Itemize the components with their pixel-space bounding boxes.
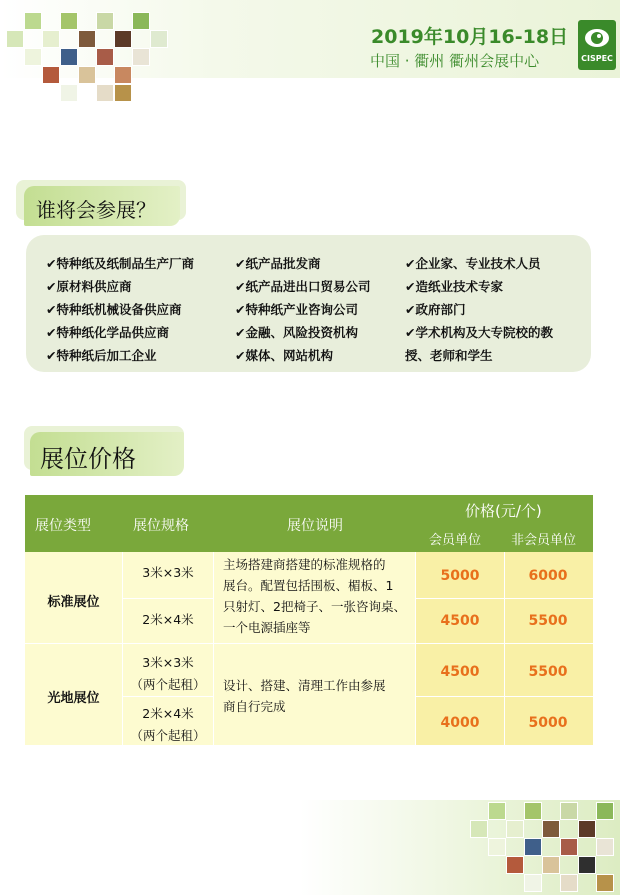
- booth-spec: 2米×4米: [142, 706, 194, 721]
- grid-line: [123, 598, 213, 599]
- grid-line: [416, 598, 593, 599]
- description-line: 主场搭建商搭建的标准规格的: [223, 557, 386, 572]
- grid-line: [25, 643, 593, 644]
- participant-item: ✔金融、风险投资机构: [235, 325, 358, 340]
- description-line: 只射灯、2把椅子、一张咨询桌、: [223, 599, 406, 614]
- member-price: 4500: [440, 613, 480, 629]
- participant-item: 授、老师和学生: [405, 348, 493, 363]
- header-price: 价格(元/个): [465, 502, 542, 520]
- participant-item: ✔纸产品批发商: [235, 256, 321, 271]
- booth-spec: 3米×3米: [142, 655, 194, 670]
- header-nonmember: 非会员单位: [511, 533, 577, 548]
- booth-spec: 3米×3米: [142, 565, 194, 580]
- booth-type: 光地展位: [47, 691, 100, 706]
- header-desc: 展位说明: [287, 518, 343, 534]
- participant-item: ✔原材料供应商: [46, 279, 132, 294]
- logo-text: CISPEC: [581, 54, 613, 63]
- participant-item: ✔造纸业技术专家: [405, 279, 503, 294]
- participant-item: ✔特种纸及纸制品生产厂商: [46, 256, 194, 271]
- eye-logo-icon: [583, 25, 611, 51]
- booth-spec-note: （两个起租）: [130, 677, 206, 692]
- header-spec: 展位规格: [133, 518, 189, 534]
- price-table: [25, 495, 593, 745]
- booth-description: [223, 675, 413, 717]
- participant-item: ✔学术机构及大专院校的教: [405, 325, 553, 340]
- grid-line: [123, 696, 213, 697]
- description-line: 一个电源插座等: [223, 620, 311, 635]
- nonmember-price: 5000: [528, 715, 568, 731]
- photo-collage-bottom: [460, 790, 620, 895]
- participant-item: ✔特种纸化学品供应商: [46, 325, 169, 340]
- participant-item: ✔媒体、网站机构: [235, 348, 333, 363]
- event-place: 中国 · 衢州 衢州会展中心: [370, 52, 540, 70]
- event-date: 2019年10月16-18日: [371, 26, 569, 48]
- participant-item: ✔特种纸产业咨询公司: [235, 302, 358, 317]
- grid-line: [213, 552, 214, 745]
- grid-line: [504, 552, 505, 745]
- booth-type: 标准展位: [47, 595, 100, 610]
- grid-line: [416, 696, 593, 697]
- description-line: 商自行完成: [223, 699, 286, 714]
- description-line: 设计、搭建、清理工作由参展: [223, 678, 386, 693]
- who-heading: 谁将会参展？: [36, 198, 156, 222]
- participant-item: ✔纸产品进出口贸易公司: [235, 279, 371, 294]
- booth-spec-note: （两个起租）: [130, 728, 206, 743]
- nonmember-price: 6000: [528, 568, 568, 584]
- header-type: 展位类型: [35, 518, 91, 534]
- description-line: 展台。配置包括围板、楣板、1: [223, 578, 394, 593]
- nonmember-price: 5500: [528, 664, 568, 680]
- booth-spec: 2米×4米: [142, 612, 194, 627]
- photo-collage-top: [0, 0, 170, 110]
- nonmember-price: 5500: [528, 613, 568, 629]
- booth-description: [223, 554, 413, 638]
- member-price: 4000: [440, 715, 480, 731]
- member-price: 5000: [440, 568, 480, 584]
- booth-heading: 展位价格: [40, 445, 136, 473]
- header-member: 会员单位: [429, 533, 482, 548]
- participant-item: ✔特种纸机械设备供应商: [46, 302, 182, 317]
- cispec-logo: [578, 20, 616, 70]
- participant-item: ✔企业家、专业技术人员: [405, 256, 541, 271]
- member-price: 4500: [440, 664, 480, 680]
- participant-item: ✔政府部门: [405, 302, 466, 317]
- participant-item: ✔特种纸后加工企业: [46, 348, 157, 363]
- grid-line: [415, 552, 416, 745]
